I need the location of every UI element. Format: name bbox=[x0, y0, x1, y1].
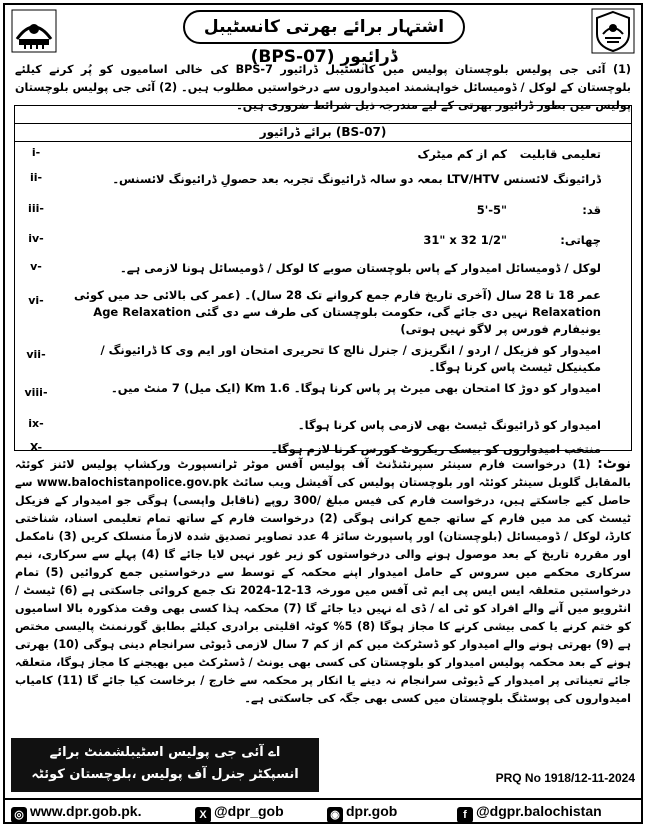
notes-label: نوٹ: bbox=[597, 456, 631, 472]
x-icon: X bbox=[195, 807, 211, 823]
requirement-number: v- bbox=[30, 260, 42, 273]
requirement-text: عمر 18 تا 28 سال (آخری تاریخ فارم جمع کروانے تک 28 سال)۔ (عمر کی بالائی حد میں کوئی Relaxation نہیں دی جائے گی، حکومت بلوچستان کی طرف سے دی گئی Age Relaxation یونیفارم فورس پر لاگو نہیں ہوتی) bbox=[74, 288, 601, 336]
requirement-text: 31" x 32 1/2" bbox=[423, 233, 507, 247]
requirement-row bbox=[15, 142, 631, 166]
requirement-number: iii- bbox=[28, 202, 44, 215]
requirement-text: امیدوار کو فزیکل / اردو / انگریزی / جنرل نالج کا تحریری امتحان اور ایم وی کا ڈرائیونگ / مکینیکل ٹیسٹ پاس کرنا ہوگا۔ bbox=[100, 343, 601, 374]
requirement-number: iv- bbox=[28, 232, 44, 245]
intro-paragraph: (1) آئی جی پولیس بلوچستان پولیس میں کانسٹیبل ڈرائیور BPS-7 کی خالی اسامیوں کو پُر کرنے کیلئے بلوچستان کے لوکل / ڈومیسائل خواہشمند امیدواروں سے درخواستیں مطلوب ہیں۔ (2) آئی جی پولیس بلوچستان پولیس میں بطور ڈرائیور بھرتی کے لیے مندرجہ ذیل شرائط ضروری ہیں۔ bbox=[15, 63, 631, 112]
requirement-label: لوکل / ڈومیسائل bbox=[505, 261, 601, 275]
globe-icon: ◎ bbox=[11, 807, 27, 823]
requirement-number: vii- bbox=[26, 348, 46, 361]
instagram-text: dpr.gob bbox=[346, 803, 398, 819]
requirement-text: امیدوار کو دوڑ کا امتحان بھی میرٹ پر پاس کرنا ہوگا۔ 1.6 Km (ایک میل) 7 منٹ میں۔ bbox=[111, 381, 601, 395]
prq-number: PRQ No 1918/12-11-2024 bbox=[495, 771, 635, 785]
requirements-table bbox=[14, 105, 632, 456]
requirement-row bbox=[15, 414, 631, 438]
notes-section bbox=[15, 455, 631, 708]
requirement-number: i- bbox=[31, 146, 41, 159]
facebook-icon: f bbox=[457, 807, 473, 823]
requirement-text: 5'-5" bbox=[476, 203, 507, 217]
signature-line-2: انسپکٹر جنرل آف پولیس ،بلوچستان کوئٹہ bbox=[31, 767, 299, 782]
requirement-row bbox=[15, 196, 631, 226]
requirement-text: کم از کم میٹرک bbox=[417, 147, 507, 161]
requirement-text: امیدوار کے پاس بلوچستان صوبے کا لوکل / ڈومیسائل ہونا لازمی ہے۔ bbox=[119, 261, 502, 275]
requirement-row bbox=[15, 284, 631, 340]
requirement-text: امیدوار کو ڈرائیونگ ٹیسٹ بھی لازمی پاس کرنا ہوگا۔ bbox=[297, 418, 601, 432]
requirement-row bbox=[15, 226, 631, 256]
twitter-link[interactable] bbox=[195, 803, 284, 823]
requirement-number: ix- bbox=[28, 417, 44, 430]
social-bar bbox=[5, 798, 641, 823]
requirement-label: قد: bbox=[582, 203, 601, 217]
page-title: اشتہار برائے بھرتی کانسٹیبل ڈرائیور (BPS-07) bbox=[183, 10, 465, 44]
requirements-title: برائے ڈرائیور (BS-07) bbox=[15, 124, 631, 142]
requirement-number: X- bbox=[29, 441, 43, 454]
requirements-header-band bbox=[15, 106, 631, 124]
government-seal-logo bbox=[591, 8, 635, 54]
requirement-label: ڈرائیونگ لائسنس bbox=[503, 172, 601, 186]
facebook-link[interactable] bbox=[457, 803, 602, 823]
instagram-link[interactable] bbox=[327, 803, 397, 823]
twitter-text: @dpr_gob bbox=[214, 803, 284, 819]
requirement-row bbox=[15, 378, 631, 414]
requirement-number: viii- bbox=[24, 386, 48, 399]
requirement-row bbox=[15, 340, 631, 378]
facebook-text: @dgpr.balochistan bbox=[476, 803, 602, 819]
signature-block bbox=[11, 738, 319, 792]
signature-line-1: اے آئی جی پولیس اسٹیبلشمنٹ برائے bbox=[49, 745, 281, 760]
requirement-text: منتخب امیدواروں کو بیسک ریکروٹ کورس کرنا لازم ہوگا۔ bbox=[270, 442, 601, 456]
requirement-row bbox=[15, 166, 631, 196]
balochistan-police-logo bbox=[11, 9, 57, 53]
requirement-number: vi- bbox=[28, 294, 44, 307]
requirement-number: ii- bbox=[29, 171, 43, 184]
website-text: www.dpr.gob.pk. bbox=[30, 803, 142, 819]
header bbox=[5, 5, 641, 67]
requirement-label: چھاتی: bbox=[560, 233, 601, 247]
requirement-row bbox=[15, 256, 631, 284]
advertisement-page bbox=[3, 3, 643, 824]
requirement-text: LTV/HTV بمعہ دو سالہ ڈرائیونگ تجربہ بعد حصولِ ڈرائیونگ لائسنس۔ bbox=[112, 172, 500, 186]
requirement-label: تعلیمی قابلیت bbox=[519, 147, 601, 161]
website-link[interactable] bbox=[11, 803, 141, 823]
notes-text: (1) درخواست فارم سینئر سپرنٹنڈنٹ آف پولیس آفس موٹر ٹرانسپورٹ ورکشاپ پولیس لائنز کوئٹہ بالمقابل گلوبل سینٹر کوئٹہ اور بلوچستان پولیس کی آفیشل ویب سائٹ www.balochistanpolice.gov.pk سے حاصل کیے جاسکتے ہیں، درخواست فارم کی فیس مبلغ /300 روپے (ناقابل واپسی) ہوگی جو امیدوار کے فزیکل ٹیسٹ کی مد میں فارم کے ساتھ جمع کرانی ہوگی (2) درخواست فارم کے ساتھ تمام تعلیمی اسناد، شناختی کارڈ، لوکل / ڈومیسائل (بلوچستان) اور پاسپورٹ سائز 4 عدد تصاویر تصدیق شدہ لازماً منسلک کریں (3) نامکمل اور مقررہ تاریخ کے بعد موصول ہونے والی درخواستوں کو زیر غور نہیں لایا جائے گا (4) پہلے سے سرکاری، نیم سرکاری محکمے میں سروس کے حامل امیدوار اپنے محکمہ کے توسط سے درخواستیں جمع کروائیں (5) تمام درخواستیں متعلقہ ایس ایس پی ایم ٹی آفس میں مورخہ 13-12-2024 تک جمع کروائی جاسکتی ہے (6) ٹیسٹ / انٹرویو میں آنے والے افراد کو ٹی اے / ڈی اے نہیں دیا جائے گا (7) محکمہ ہذا کسی بھی وقت مذکورہ بالا اسامیوں کو ختم کرنے یا کمی بیشی کرنے کا مجاز ہوگا (8) 5% کوٹہ اقلیتی برادری کیلئے بطابق گورنمنٹ پالیسی مختص ہے (9) بھرتی ہونے والے امیدوار کو ڈسٹرکٹ میں کم از کم 7 سال لازمی ڈیوٹی سرانجام دینی ہوگی (10) بھرتی ہونے کے بعد محکمہ پولیس امیدوار کو بلوچستان کی کسی بھی یونٹ / ڈسٹرکٹ میں بھیجنے کا مجاز ہوگا، متعلقہ جائے تعیناتی پر امیدوار کے ڈیوٹی سرانجام نہ دینے یا انکار پر محکمہ سے خارج / برخاست کیا جائے گا (11) کامیاب امیدواروں کی پوسٹنگ بلوچستان میں کسی بھی جگہ کی جاسکتی ہے۔ bbox=[15, 458, 632, 705]
instagram-icon: ◉ bbox=[327, 807, 343, 823]
